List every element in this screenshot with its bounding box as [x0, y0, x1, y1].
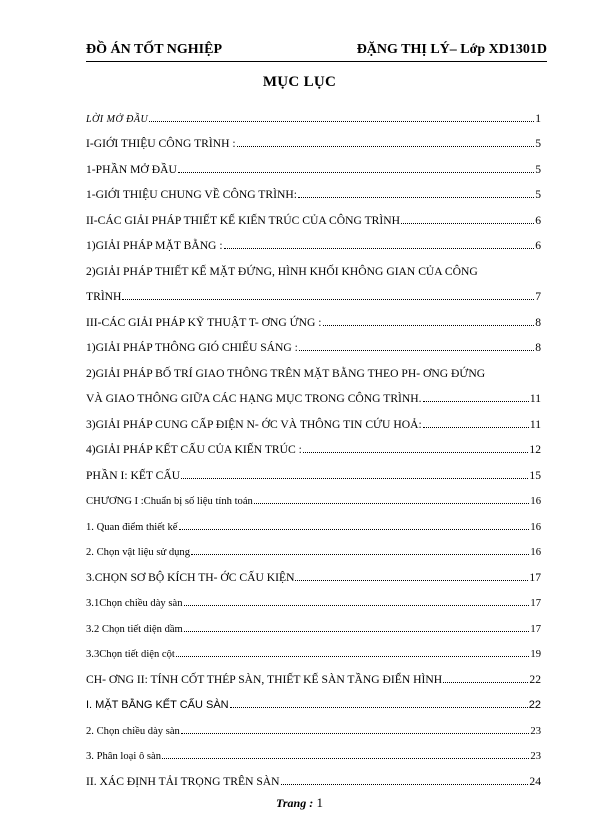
toc-entry[interactable]	[86, 201, 541, 227]
toc-entry-page: 17	[529, 570, 541, 584]
toc-entry[interactable]	[86, 456, 541, 482]
toc-entry-text: 3.3Chọn tiết diện cột	[86, 649, 175, 660]
page-footer	[0, 795, 599, 811]
dot-leader	[254, 503, 530, 504]
toc-entry[interactable]	[86, 278, 541, 304]
toc-entry-text: 2)GIẢI PHÁP BỐ TRÍ GIAO THÔNG TRÊN MẶT BẰNG THEO PH- ƠNG ĐỨNG	[86, 366, 486, 380]
dot-leader	[181, 478, 528, 479]
toc-entry[interactable]	[86, 609, 541, 635]
toc-entry-page: 8	[535, 341, 541, 354]
toc-entry[interactable]	[86, 737, 541, 763]
toc-entry-page: 6	[535, 213, 541, 227]
toc-entry-text: VÀ GIAO THÔNG GIỮA CÁC HẠNG MỤC TRONG CÔNG TRÌNH.	[86, 392, 422, 405]
toc-entry-page: 23	[530, 751, 541, 762]
toc-entry-page: 12	[529, 443, 541, 456]
toc-entry-page: 17	[530, 623, 541, 635]
toc-entry[interactable]	[86, 99, 541, 125]
toc-entry[interactable]	[86, 635, 541, 661]
footer-label: Trang :	[276, 796, 314, 810]
toc-entry[interactable]	[86, 329, 541, 355]
toc-entry-text: 1-GIỚI THIỆU CHUNG VỀ CÔNG TRÌNH:	[86, 188, 297, 201]
toc-entry[interactable]	[86, 482, 541, 508]
toc-entry[interactable]	[86, 176, 541, 202]
toc-entry[interactable]	[86, 227, 541, 253]
toc-entry-page: 5	[535, 188, 541, 201]
toc-entry-page: 5	[535, 137, 541, 150]
toc-entry-text: 3)GIẢI PHÁP CUNG CẤP ĐIỆN N- ỚC VÀ THÔNG TIN CỨU HOẢ:	[86, 417, 422, 431]
dot-leader	[295, 580, 528, 581]
toc-entry[interactable]	[86, 762, 541, 788]
page-title: MỤC LỤC	[262, 74, 337, 90]
toc-entry-text: CH- ƠNG II: TÍNH CỐT THÉP SÀN, THIẾT KẾ SÀN TẦNG ĐIỂN HÌNH	[86, 672, 443, 686]
dot-leader	[401, 223, 534, 224]
toc-entry-text: 3.CHỌN SƠ BỘ KÍCH TH- ỚC CẤU KIỆN	[86, 570, 295, 584]
toc-entry-page: 11	[529, 417, 541, 431]
dot-leader	[423, 427, 529, 428]
toc-entry[interactable]	[86, 507, 541, 533]
toc-entry[interactable]	[86, 125, 541, 151]
dot-leader	[224, 248, 535, 249]
dot-leader	[179, 529, 530, 530]
toc-entry-text: 1-PHẦN MỞ ĐẦU	[86, 162, 177, 176]
dot-leader	[443, 682, 528, 683]
toc-entry[interactable]	[86, 354, 541, 380]
toc-entry[interactable]	[86, 686, 541, 712]
toc-entry-page: 11	[529, 392, 541, 405]
toc-entry-text: I-GIỚI THIỆU CÔNG TRÌNH :	[86, 137, 236, 150]
dot-leader	[184, 631, 530, 632]
toc-entry-text: II-CÁC GIẢI PHÁP THIẾT KẾ KIẾN TRÚC CỦA CÔNG TRÌNH	[86, 213, 400, 227]
dot-leader	[323, 325, 535, 326]
page-header	[86, 36, 547, 62]
toc-entry-text: PHẦN I: KẾT CẤU	[86, 468, 181, 482]
toc-entry[interactable]	[86, 660, 541, 686]
toc-entry-page: 8	[535, 315, 541, 329]
toc-entry-text: 2. Chọn vật liệu sử dụng	[86, 547, 191, 558]
table-of-contents	[86, 99, 541, 788]
header-right-text: ĐẶNG THỊ LÝ– Lớp XD1301D	[356, 42, 547, 57]
toc-entry-text: 1)GIẢI PHÁP THÔNG GIÓ CHIẾU SÁNG :	[86, 341, 298, 354]
toc-entry-page: 22	[529, 672, 541, 686]
toc-entry-text: TRÌNH	[86, 290, 122, 303]
toc-entry-text: 1)GIẢI PHÁP MẶT BẰNG :	[86, 239, 223, 252]
dot-leader	[181, 733, 530, 734]
header-left-text: ĐỒ ÁN TỐT NGHIỆP	[86, 42, 223, 57]
toc-entry-text: 1. Quan điểm thiết kế	[86, 521, 178, 533]
toc-entry-text: CHƯƠNG I :Chuẩn bị số liệu tính toán	[86, 496, 253, 507]
toc-entry-text: LỜI MỞ ĐẦU	[86, 113, 149, 125]
toc-entry-page: 5	[535, 162, 541, 176]
dot-leader	[299, 350, 534, 351]
dot-leader	[298, 197, 534, 198]
toc-entry-text: 2. Chọn chiều dày sàn	[86, 725, 180, 737]
toc-entry-text: I. MẶT BẰNG KẾT CẤU SÀN	[86, 699, 229, 711]
toc-entry-page: 7	[535, 290, 541, 303]
toc-entry-text: III-CÁC GIẢI PHÁP KỸ THUẬT T- ƠNG ỨNG :	[86, 315, 322, 329]
dot-leader	[281, 784, 529, 785]
toc-entry-page: 19	[530, 649, 541, 660]
dot-leader	[149, 121, 534, 122]
toc-entry-text: 2)GIẢI PHÁP THIẾT KẾ MẶT ĐỨNG, HÌNH KHỐI KHÔNG GIAN CỦA CÔNG	[86, 264, 478, 278]
toc-entry-page: 23	[530, 725, 541, 737]
dot-leader	[122, 299, 534, 300]
dot-leader	[237, 146, 535, 147]
toc-entry[interactable]	[86, 380, 541, 406]
dot-leader	[162, 758, 529, 759]
dot-leader	[423, 401, 529, 402]
toc-entry-text: II. XÁC ĐỊNH TẢI TRỌNG TRÊN SÀN	[86, 774, 280, 788]
toc-entry[interactable]	[86, 303, 541, 329]
footer-page-number: 1	[316, 795, 323, 810]
toc-entry-page: 16	[530, 496, 541, 507]
toc-entry-text: 3. Phân loại ô sàn	[86, 751, 162, 762]
toc-entry[interactable]	[86, 150, 541, 176]
dot-leader	[230, 707, 528, 708]
dot-leader	[303, 452, 529, 453]
toc-entry[interactable]	[86, 252, 541, 278]
toc-entry-page: 6	[535, 239, 541, 252]
toc-entry[interactable]	[86, 431, 541, 457]
toc-entry[interactable]	[86, 405, 541, 431]
toc-entry-page: 16	[530, 521, 541, 533]
dot-leader	[191, 554, 529, 555]
toc-entry[interactable]	[86, 533, 541, 559]
toc-entry-page: 24	[529, 774, 541, 788]
toc-entry-text: 3.2 Chọn tiết diện dầm	[86, 623, 183, 635]
toc-entry-text: 3.1Chọn chiều dày sàn	[86, 598, 183, 609]
toc-entry[interactable]	[86, 558, 541, 584]
toc-entry-page: 1	[535, 111, 541, 125]
toc-entry-page: 17	[530, 598, 541, 609]
dot-leader	[178, 172, 534, 173]
toc-entry-page: 16	[530, 547, 541, 558]
dot-leader	[176, 656, 530, 657]
dot-leader	[184, 605, 530, 606]
toc-entry-text: 4)GIẢI PHÁP KẾT CẤU CỦA KIẾN TRÚC :	[86, 443, 302, 456]
toc-entry[interactable]	[86, 584, 541, 610]
toc-entry-page: 15	[529, 468, 541, 482]
toc-entry-page: 22	[528, 699, 541, 711]
toc-entry[interactable]	[86, 711, 541, 737]
